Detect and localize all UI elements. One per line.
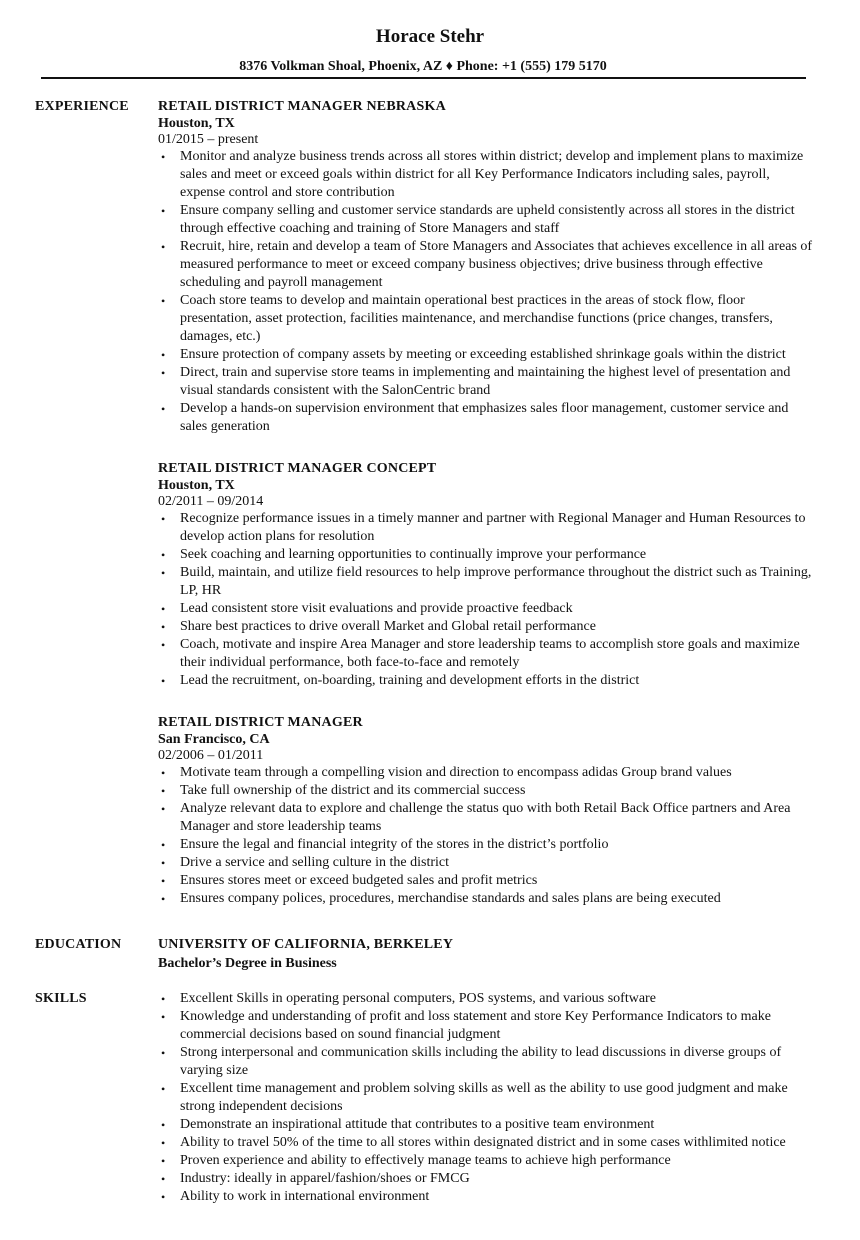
bullet-item: • Lead consistent store visit evaluations and provide proactive feedback bbox=[158, 600, 818, 618]
bullet-item: • Drive a service and selling culture in the district bbox=[158, 854, 818, 872]
job-location: Houston, TX bbox=[158, 116, 235, 131]
resume-content bbox=[0, 98, 860, 1206]
skill-item: • Demonstrate an inspirational attitude that contributes to a positive team environment bbox=[158, 1116, 818, 1134]
job-title: RETAIL DISTRICT MANAGER bbox=[158, 715, 363, 730]
bullet-item: • Monitor and analyze business trends across all stores within district; develop and implement plans to maximize sales and meet or exceed goals within district for all Key Performance Indicators including sales, payroll, expense control and store contribution bbox=[158, 148, 818, 202]
bullet-item: • Develop a hands-on supervision environment that emphasizes sales floor management, customer service and sales generation bbox=[158, 400, 818, 436]
bullet-item: • Analyze relevant data to explore and challenge the status quo with both Retail Back Office partners and Area Manager and store leadership teams bbox=[158, 800, 818, 836]
job-entry bbox=[158, 460, 818, 690]
section-label-education: EDUCATION bbox=[35, 937, 122, 952]
job-entry bbox=[158, 98, 818, 436]
bullet-item: • Ensures stores meet or exceed budgeted sales and profit metrics bbox=[158, 872, 818, 890]
job-bullets bbox=[158, 148, 818, 436]
bullet-item: • Ensure the legal and financial integrity of the stores in the district’s portfolio bbox=[158, 836, 818, 854]
bullet-item: • Seek coaching and learning opportunities to continually improve your performance bbox=[158, 546, 818, 564]
skill-item: • Strong interpersonal and communication skills including the ability to lead discussions in diverse groups of varying size bbox=[158, 1044, 818, 1080]
job-location: Houston, TX bbox=[158, 478, 235, 493]
bullet-item: • Recruit, hire, retain and develop a team of Store Managers and Associates that achieves excellence in all areas of measured performance to meet or exceed company business objectives; drive business through effective scheduling and payroll management bbox=[158, 238, 818, 292]
skill-item: • Excellent time management and problem solving skills as well as the ability to use good judgment and make strong independent decisions bbox=[158, 1080, 818, 1116]
skills-list bbox=[158, 990, 818, 1206]
job-title: RETAIL DISTRICT MANAGER NEBRASKA bbox=[158, 99, 446, 114]
bullet-item: • Coach store teams to develop and maintain operational best practices in the areas of stock flow, floor presentation, asset protection, facilities maintenance, and merchandise functions (price changes, transfers, damages, etc.) bbox=[158, 292, 818, 346]
bullet-item: • Ensure protection of company assets by meeting or exceeding established shrinkage goals within the district bbox=[158, 346, 818, 364]
contact-line: 8376 Volkman Shoal, Phoenix, AZ ♦ Phone: +1 (555) 179 5170 bbox=[239, 59, 607, 74]
job-dates: 02/2006 – 01/2011 bbox=[158, 748, 264, 763]
education-school: UNIVERSITY OF CALIFORNIA, BERKELEY bbox=[158, 937, 454, 952]
skill-item: • Industry: ideally in apparel/fashion/shoes or FMCG bbox=[158, 1170, 818, 1188]
bullet-item: • Build, maintain, and utilize field resources to help improve performance throughout the district such as Training, LP, HR bbox=[158, 564, 818, 600]
bullet-item: • Ensures company polices, procedures, merchandise standards and sales plans are being executed bbox=[158, 890, 818, 908]
job-bullets bbox=[158, 510, 818, 690]
skill-item: • Proven experience and ability to effectively manage teams to achieve high performance bbox=[158, 1152, 818, 1170]
experience-section bbox=[0, 98, 860, 908]
skill-item: • Excellent Skills in operating personal computers, POS systems, and various software bbox=[158, 990, 818, 1008]
skill-item: • Ability to work in international environment bbox=[158, 1188, 818, 1206]
section-label-experience: EXPERIENCE bbox=[35, 99, 129, 114]
section-label-skills: SKILLS bbox=[35, 991, 87, 1006]
job-dates: 01/2015 – present bbox=[158, 132, 259, 147]
skills-body bbox=[158, 990, 818, 1206]
bullet-item: • Share best practices to drive overall Market and Global retail performance bbox=[158, 618, 818, 636]
bullet-item: • Motivate team through a compelling vision and direction to encompass adidas Group brand values bbox=[158, 764, 818, 782]
bullet-item: • Recognize performance issues in a timely manner and partner with Regional Manager and Human Resources to develop action plans for resolution bbox=[158, 510, 818, 546]
candidate-name: Horace Stehr bbox=[375, 26, 485, 47]
bullet-item: • Lead the recruitment, on-boarding, training and development efforts in the district bbox=[158, 672, 818, 690]
job-bullets bbox=[158, 764, 818, 908]
bullet-item: • Ensure company selling and customer service standards are upheld consistently across all stores in the district through effective coaching and training of Store Managers and staff bbox=[158, 202, 818, 238]
experience-body bbox=[158, 98, 818, 908]
skill-item: • Knowledge and understanding of profit and loss statement and store Key Performance Indicators to make commercial decisions based on sound financial judgment bbox=[158, 1008, 818, 1044]
job-entry bbox=[158, 714, 818, 908]
job-location: San Francisco, CA bbox=[158, 732, 270, 747]
header-divider bbox=[41, 77, 806, 79]
job-dates: 02/2011 – 09/2014 bbox=[158, 494, 264, 509]
skill-item: • Ability to travel 50% of the time to all stores within designated district and in some cases withlimited notice bbox=[158, 1134, 818, 1152]
education-degree: Bachelor’s Degree in Business bbox=[158, 956, 337, 971]
bullet-item: • Take full ownership of the district and its commercial success bbox=[158, 782, 818, 800]
bullet-item: • Direct, train and supervise store teams in implementing and maintaining the highest level of presentation and visual standards consistent with the SalonCentric brand bbox=[158, 364, 818, 400]
education-body bbox=[158, 936, 818, 974]
bullet-item: • Coach, motivate and inspire Area Manager and store leadership teams to accomplish store goals and maximize their individual performance, both face-to-face and remotely bbox=[158, 636, 818, 672]
skills-section bbox=[0, 990, 860, 1206]
job-title: RETAIL DISTRICT MANAGER CONCEPT bbox=[158, 461, 437, 476]
education-section bbox=[0, 936, 860, 974]
